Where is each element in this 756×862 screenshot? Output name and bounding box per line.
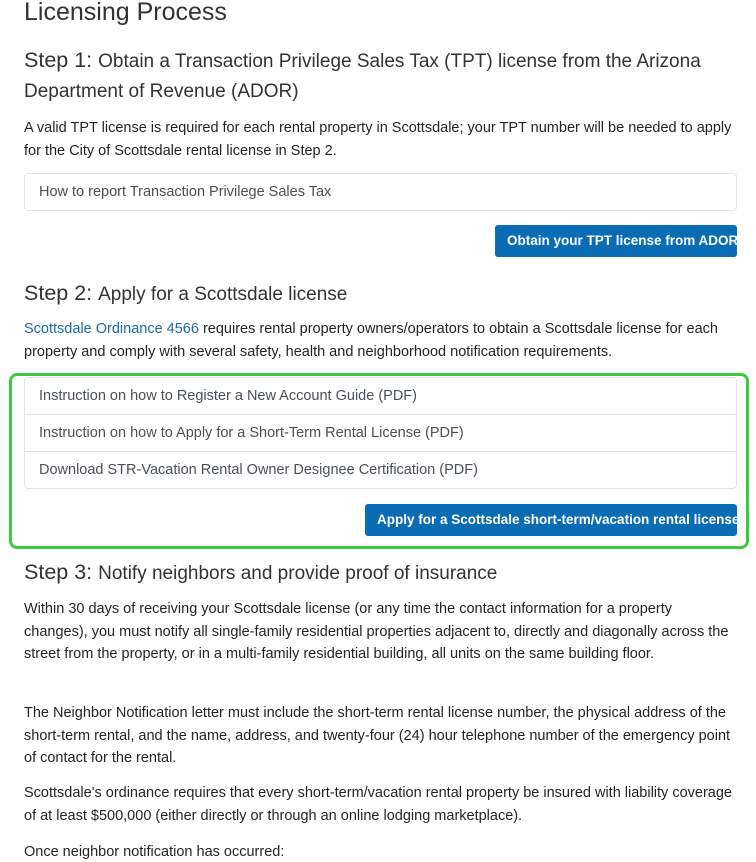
step3-title: Notify neighbors and provide proof of insurance <box>98 563 498 584</box>
step1-number: Step 1: <box>24 48 93 72</box>
accordion-item-apply-guide[interactable]: Instruction on how to Apply for a Short-Term Rental License (PDF) <box>24 414 737 452</box>
ordinance-link[interactable]: Scottsdale Ordinance 4566 <box>24 321 199 337</box>
accordion-item-tpt-report[interactable]: How to report Transaction Privilege Sales Tax <box>24 173 737 211</box>
accordion-item-owner-designee-cert[interactable]: Download STR-Vacation Rental Owner Designee Certification (PDF) <box>24 451 737 489</box>
step3-paragraph-2: The Neighbor Notification letter must include the short-term rental license number, the physical address of the short-term rental, and the name, address, and twenty-four (24) hour telephone number of the emergency point of contact for the rental. <box>24 705 731 766</box>
obtain-tpt-license-button[interactable]: Obtain your TPT license from ADOR <box>495 225 737 257</box>
step3-paragraph-3: Scottsdale's ordinance requires that every short-term/vacation rental property be insured with liability coverage of at least $500,000 (either directly or through an online lodging marketplace). <box>24 785 732 824</box>
step2-description-text: requires rental property owners/operators to obtain a Scottsdale license for each property and comply with several safety, health and neighborhood notification requirements. <box>24 321 718 360</box>
page-title: Licensing Process <box>24 0 227 26</box>
step3-paragraph-1: Within 30 days of receiving your Scottsdale license (or any time the contact information for a property changes), you must notify all single-family residential properties adjacent to, directly and diagonally across the street from the property, or in a multi-family residential building, all units on the same building floor. <box>24 601 729 662</box>
step3-heading <box>24 558 732 588</box>
step1-description: A valid TPT license is required for each rental property in Scottsdale; your TPT number will be needed to apply for the City of Scottsdale rental license in Step 2. <box>24 120 732 159</box>
step2-description <box>24 318 732 363</box>
step3-number: Step 3: <box>24 560 93 584</box>
step3-paragraph-4: Once neighbor notification has occurred: <box>24 844 285 860</box>
step2-heading <box>24 279 732 309</box>
step1-accordion <box>24 173 737 211</box>
step2-number: Step 2: <box>24 281 93 305</box>
accordion-item-register-guide[interactable]: Instruction on how to Register a New Account Guide (PDF) <box>24 377 737 415</box>
step1-heading <box>24 46 732 106</box>
apply-scottsdale-license-button[interactable]: Apply for a Scottsdale short-term/vacation rental license <box>365 504 737 536</box>
step2-accordion <box>24 377 737 489</box>
step1-title: Obtain a Transaction Privilege Sales Tax (TPT) license from the Arizona Department of Revenue (ADOR) <box>24 51 701 102</box>
step2-title: Apply for a Scottsdale license <box>98 284 348 305</box>
